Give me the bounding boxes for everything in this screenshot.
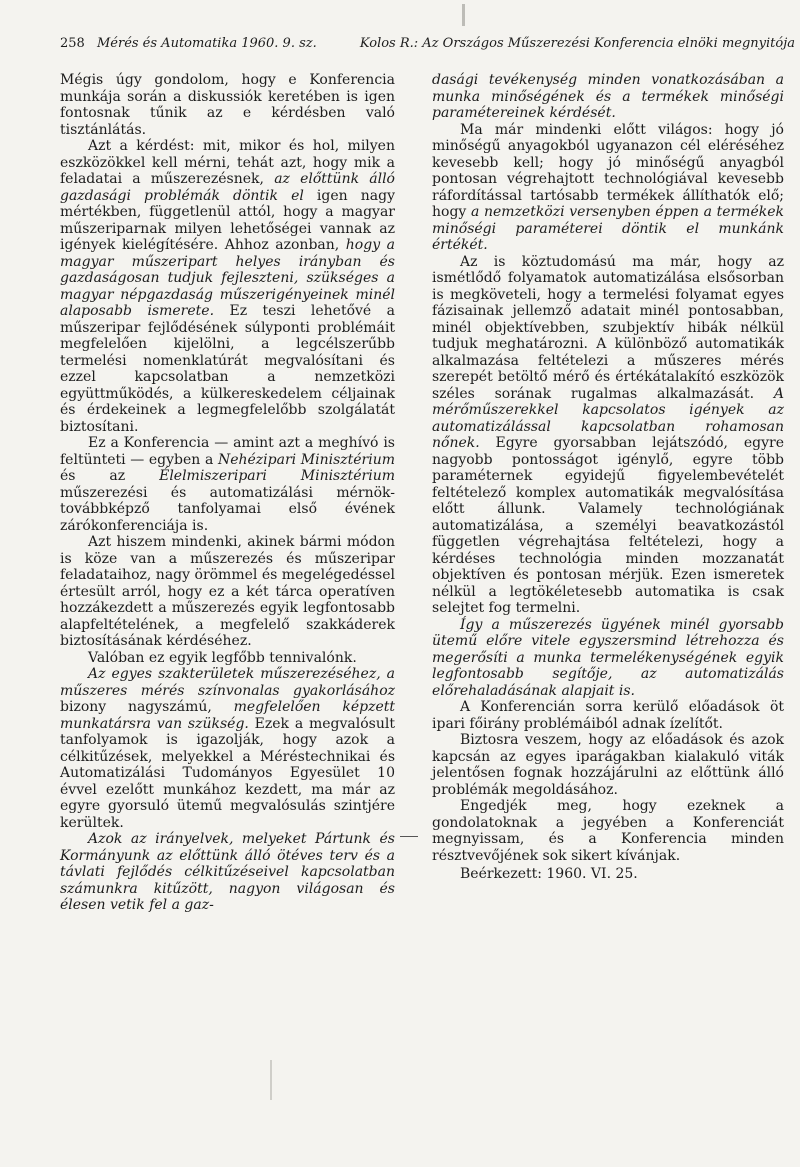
- paragraph: [432, 798, 784, 864]
- text: Egyre gyorsabban lejátszódó, egyre nagyobb pontosságot igénylő, egyre több paraméternek egyidejű figyelembevételét feltételező komplex automatikák megvalósítása előtt állunk. Valamely technológiának automatizálása, a személyi beavatkozástól független végrehajtása feltételezi, hogy a kérdéses technológia minden mozzanatát objektíven és pontosan mérjük. Ezen ismeretek nélkül a legtökéletesebb automatika is csak selejtet fog termelni.: [432, 435, 784, 616]
- text: Mégis úgy gondolom, hogy e Konferencia munkája során a diskussiók keretében is igen fontosnak tűnik az e kérdésben való tisztánlátás.: [60, 72, 395, 138]
- text: Ezek a megvalósult tanfolyamok is igazolják, hogy azok a célkitűzések, melyekkel a Méréstechnikai és Automatizálási Tudományos Egyesület 10 évvel ezelőtt munkához kezdett, ma már az egyre gyorsuló ütemű megvalósulás szintjére kerültek.: [60, 715, 395, 831]
- italic-text: Az egyes szakterületek műszerezéséhez, a műszeres mérés színvonalas gyakorlásához: [60, 666, 395, 699]
- italic-text: a nemzetközi versenyben éppen a termékek minőségi paraméterei döntik el munkánk értékét.: [432, 204, 784, 253]
- paragraph: [60, 72, 395, 138]
- italic-text: Nehézipari Minisztérium: [217, 451, 396, 468]
- italic-text: Azok az irányelvek, melyeket Pártunk és Kormányunk az előttünk álló ötéves terv és a távlati fejlődés célkitűzéseivel kapcsolatban számunkra kitűzött, nagyon világosan és élesen vetik fel a gaz-: [60, 831, 395, 913]
- paragraph: [432, 732, 784, 798]
- text: Ez teszi lehetővé a műszeripar fejlődésének súlyponti problémáit megfelelően kijelölni, a legcélszerűbb termelési nomenklatúrát megvalósítani és ezzel kapcsolatban a nemzetközi együttműködés, a külkereskedelem céljainak és érdekeinek a legmegfelelőbb szolgálatát biztosítani.: [60, 303, 395, 435]
- text: Biztosra veszem, hogy az előadások és azok kapcsán az egyes iparágakban kialakuló viták jelentősen fognak hozzájárulni az előttünk álló problémák megoldásához.: [432, 732, 784, 798]
- paragraph: [432, 122, 784, 254]
- paragraph: [60, 138, 395, 435]
- italic-text: hogy a magyar műszeripart helyes irányban és gazdaságosan tudjuk fejleszteni, szükséges a magyar népgazdaság műszerigényeinek minél alaposabb ismerete.: [60, 237, 395, 319]
- text: A Konferencián sorra kerülő előadások öt ipari főirány problémáiból adnak ízelítőt.: [432, 699, 784, 732]
- italic-text: az előttünk álló gazdasági problémák döntik el: [60, 171, 395, 204]
- text: Azt hiszem mindenki, akinek bármi módon is köze van a műszerezés és műszeripar feladataihoz, nagy örömmel és megelégedéssel értesült arról, hogy ez a két tárca operatíven hozzákezdett a műszerezés egyik legfontosabb alapfeltételének, a megfelelő szakkáderek biztosításának kérdéséhez.: [60, 534, 395, 649]
- text: Az is köztudomású ma már, hogy az ismétlődő folyamatok automatizálása elsősorban is megköveteli, hogy a termelési folyamat egyes fázisainak jellemző adatait minél pontosabban, minél objektívebben, szubjektív hibák nélkül tudjuk meghatározni. A különböző automatikák alkalmazása feltételezi a műszeres mérés szerepét betöltő mérő és értékátalakító eszközök széles sorának rugalmas alkalmazását.: [432, 253, 784, 402]
- text: és az: [60, 468, 160, 484]
- paragraph: [60, 666, 395, 831]
- right-column: [432, 72, 784, 883]
- text: Valóban ez egyik legfőbb tennivalónk.: [88, 649, 357, 666]
- italic-text: Így a műszerezés ügyének minél gyorsabb ütemű előre vitele egyszersmind létrehozza és megerősíti a munka termelékenységének egyik legfontosabb segítője, az automatizálás előrehaladásának alapjait is.: [432, 616, 784, 699]
- left-column: [60, 72, 395, 914]
- italic-text: Élelmiszeripari Minisztérium: [159, 468, 395, 484]
- page-number: 258: [60, 36, 85, 51]
- paragraph: [432, 72, 784, 122]
- text: Ma már mindenki előtt világos: hogy jó minőségű anyagokból ugyanazon cél eléréséhez kevesebb kell; hogy jó minőségű anyagból pontosan végrehajtott technológiával kevesebb ráfordítással tartósabb termékek állíthatók elő; hogy: [432, 121, 784, 220]
- paragraph: [60, 831, 395, 914]
- paragraph: [60, 435, 395, 534]
- paragraph: [432, 617, 784, 700]
- column-end-divider: [400, 836, 418, 837]
- paragraph: [432, 254, 784, 617]
- text: igen nagy mértékben, függetlenül attól, hogy a magyar műszeriparnak milyen lehetőségei vannak az igények kielégítésére. Ahhoz azonban,: [60, 187, 395, 253]
- text: Ez a Konferencia — amint azt a meghívó is feltünteti — egyben a: [60, 435, 395, 468]
- scan-mark: [462, 4, 465, 26]
- italic-text: megfelelően képzett munkatársra van szükség.: [60, 699, 395, 732]
- text: bizony nagyszámú,: [60, 699, 234, 715]
- text: műszerezési és automatizálási mérnök-továbbképző tanfolyamai első évének zárókonferenciája is.: [60, 484, 395, 534]
- received-date: Beérkezett: 1960. VI. 25.: [460, 866, 638, 882]
- italic-text: dasági tevékenység minden vonatkozásában a munka minőségének és a termékek minőségi paramétereinek kérdését.: [432, 72, 784, 121]
- paragraph: [432, 699, 784, 732]
- scan-mark: [270, 1060, 272, 1100]
- page-header: [60, 36, 795, 56]
- paragraph: [60, 650, 395, 667]
- journal-title: Mérés és Automatika 1960. 9. sz.: [96, 36, 317, 51]
- text: Azt a kérdést: mit, mikor és hol, milyen eszközökkel kell mérni, tehát azt, hogy mik a feladatai a műszerezésnek,: [60, 138, 395, 187]
- text: Engedjék meg, hogy ezeknek a gondolatoknak a jegyében a Konferenciát megnyissam, és a Konferencia minden résztvevőjének sok sikert kívánjak.: [432, 798, 784, 864]
- italic-text: A mérőműszerekkel kapcsolatos igények az automatizálással kapcsolatban rohamosan nőnek.: [432, 385, 784, 451]
- running-title: Kolos R.: Az Országos Műszerezési Konferencia elnöki megnyitója: [359, 36, 795, 51]
- paragraph: [60, 534, 395, 650]
